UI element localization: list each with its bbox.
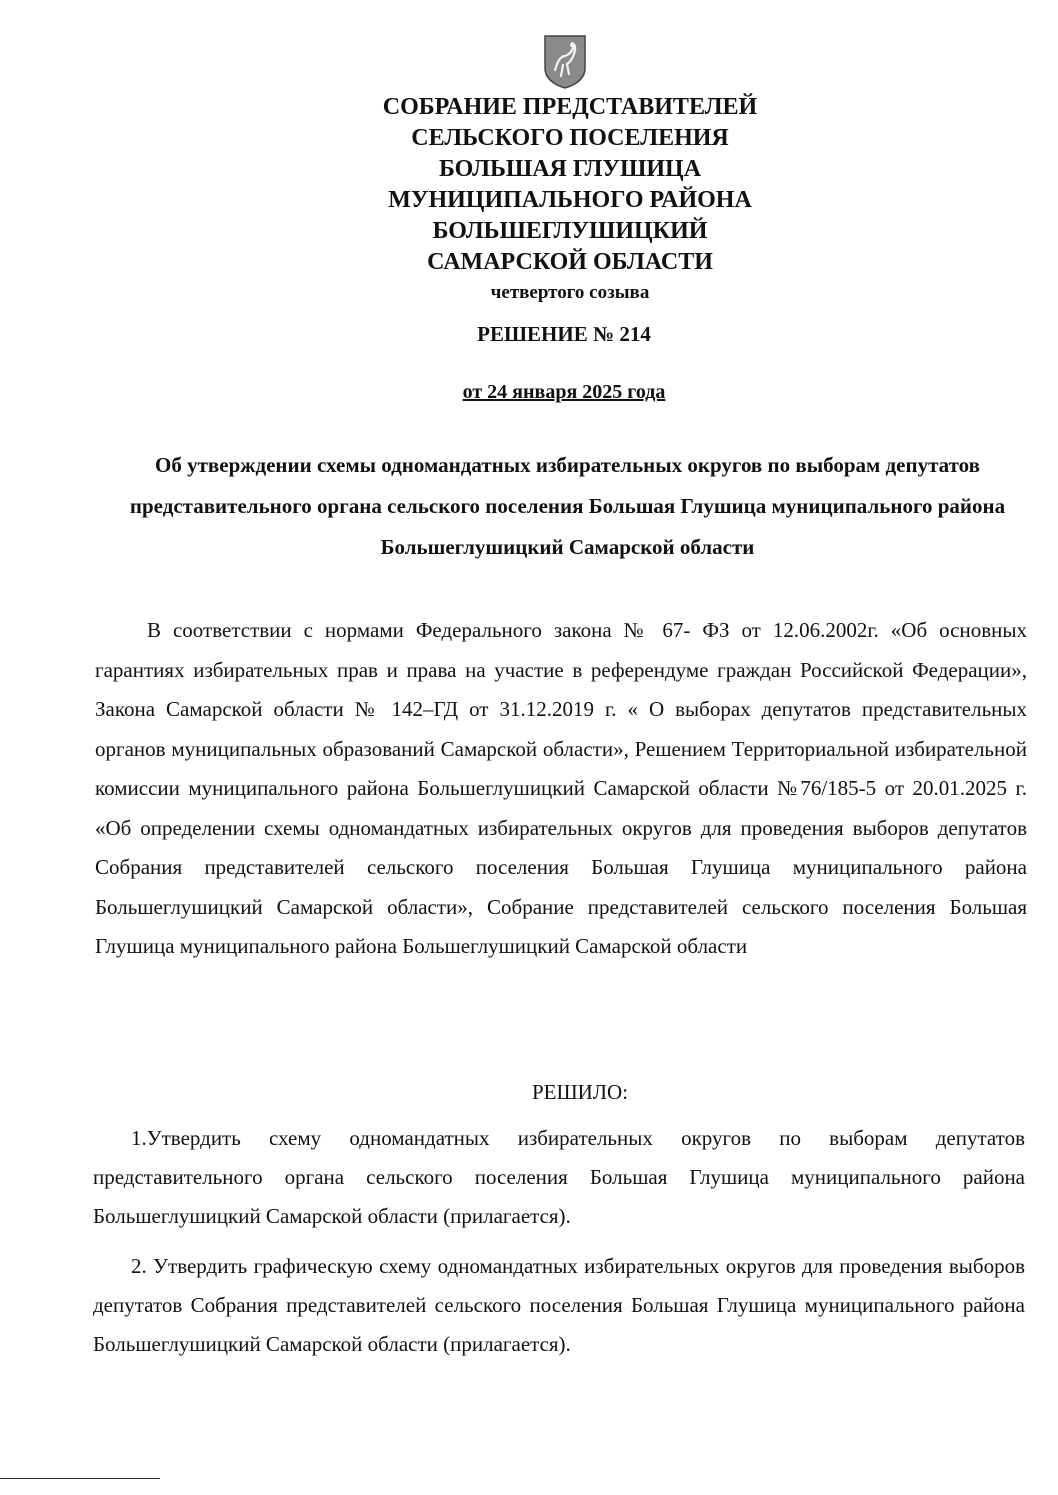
issuer-header [300,92,840,308]
decision-number: РЕШЕНИЕ № 214 [477,322,651,346]
resolution-item-2: 2. Утвердить графическую схему одномандатных избирательных округов для проведения выборов депутатов Собрания представителей сельского поселения Большая Глушица муниципального района Большеглушицкий Самарской области (прилагается). [93,1254,1025,1356]
convocation: четвертого созыва [490,282,650,303]
header-line: САМАРСКОЙ ОБЛАСТИ [427,249,713,275]
decision-subject: Об утверждении схемы одномандатных избирательных округов по выборам депутатов представительного органа сельского поселения Большая Глушица муниципального района Большеглушицкий Самарской области [129,453,1006,559]
header-line: БОЛЬШАЯ ГЛУШИЦА [438,156,702,182]
divider [0,1478,160,1479]
header-line: МУНИЦИПАЛЬНОГО РАЙОНА [388,187,752,213]
header-line: СЕЛЬСКОГО ПОСЕЛЕНИЯ [411,125,729,151]
coat-of-arms-icon [543,34,587,90]
resolved-heading: РЕШИЛО: [531,1080,629,1104]
header-line: БОЛЬШЕГЛУШИЦКИЙ [432,218,708,244]
preamble-paragraph: В соответствии с нормами Федерального закона № 67- ФЗ от 12.06.2002г. «Об основных гарантиях избирательных прав и права на участие в референдуме граждан Российской Федерации», Закона Самарской области № 142–ГД от 31.12.2019 г. « О выборах депутатов представительных органов муниципальных образований Самарской области», Решением Территориальной избирательной комиссии муниципального района Большеглушицкий Самарской области №76/185-5 от 20.01.2025 г. «Об определении схемы одномандатных избирательных округов для проведения выборов депутатов Собрания представителей сельского поселения Большая Глушица муниципального района Большеглушицкий Самарской области», Собрание представителей сельского поселения Большая Глушица муниципального района Большеглушицкий Самарской области [95,618,1027,958]
header-line: СОБРАНИЕ ПРЕДСТАВИТЕЛЕЙ [382,94,758,120]
resolution-item-1: 1.Утвердить схему одномандатных избирательных округов по выборам депутатов представительного органа сельского поселения Большая Глушица муниципального района Большеглушицкий Самарской области (прилагается). [93,1126,1025,1228]
decision-date: от 24 января 2025 года [462,381,666,403]
